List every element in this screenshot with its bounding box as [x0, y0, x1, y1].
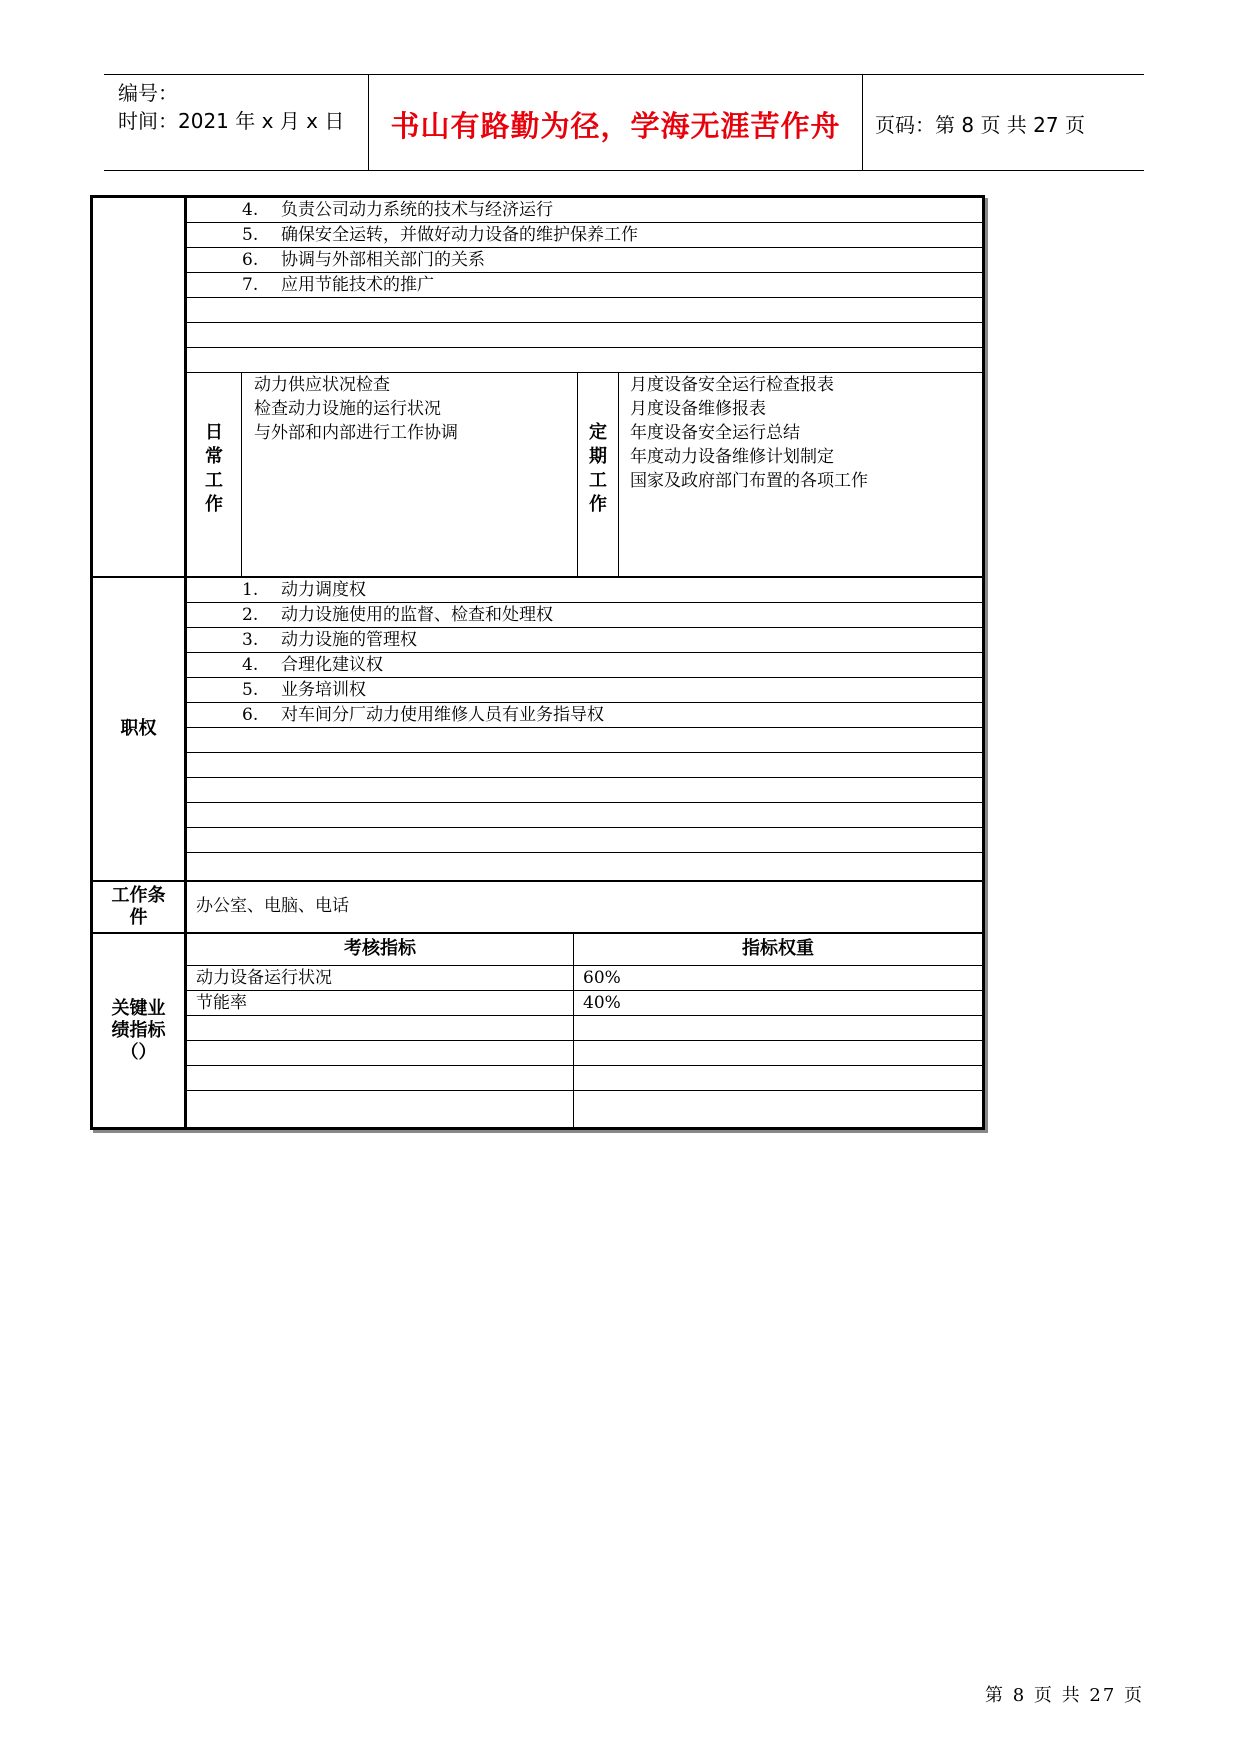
duty-number: 6. — [242, 250, 259, 270]
motto: 书山有路勤为径，学海无涯苦作舟 — [390, 109, 841, 143]
authority-number: 2. — [242, 605, 259, 625]
authority-row — [187, 653, 982, 678]
date-label: 时间：2021 年 x 月 x 日 — [118, 109, 345, 133]
duty-row — [187, 248, 982, 273]
authority-row — [187, 603, 982, 628]
page-header — [104, 74, 1144, 171]
authority-row — [187, 628, 982, 653]
empty-row — [187, 323, 982, 348]
kpi-label-text: 关键业绩指标（） — [111, 997, 166, 1063]
duty-text: 确保安全运转，并做好动力设备的维护保养工作 — [281, 225, 638, 245]
authority-text: 对车间分厂动力使用维修人员有业务指导权 — [281, 705, 604, 725]
authority-text: 业务培训权 — [281, 680, 366, 700]
duties-label-cell — [93, 198, 187, 576]
empty-row — [187, 298, 982, 323]
kpi-section — [93, 934, 982, 1127]
authority-number: 4. — [242, 655, 259, 675]
empty-row — [187, 348, 982, 373]
kpi-label — [93, 934, 187, 1127]
kpi-weight: 40% — [583, 993, 621, 1013]
empty-row — [187, 1066, 982, 1091]
duty-row — [187, 273, 982, 298]
header-left-cell — [104, 75, 369, 170]
periodic-work-label-text: 定期工作 — [589, 422, 607, 515]
page-footer: 第 8 页 共 27 页 — [985, 1685, 1144, 1706]
daily-item: 与外部和内部进行工作协调 — [254, 423, 458, 443]
authority-row — [187, 703, 982, 728]
duty-number: 4. — [242, 200, 259, 220]
header-right-cell — [863, 75, 1143, 170]
duty-text: 应用节能技术的推广 — [281, 275, 434, 295]
conditions-label — [93, 882, 187, 932]
conditions-label-text: 工作条件 — [111, 885, 166, 928]
authority-number: 6. — [242, 705, 259, 725]
duty-text: 负责公司动力系统的技术与经济运行 — [281, 200, 553, 220]
authority-text: 动力调度权 — [281, 580, 366, 600]
daily-work-label-text: 日常工作 — [205, 422, 223, 515]
authority-text: 动力设施使用的监督、检查和处理权 — [281, 605, 553, 625]
kpi-weight: 60% — [583, 968, 621, 988]
kpi-col-weight: 指标权重 — [742, 938, 814, 959]
periodic-item: 年度动力设备维修计划制定 — [630, 447, 834, 467]
duty-row — [187, 198, 982, 223]
empty-row — [187, 728, 982, 753]
kpi-indicator: 节能率 — [196, 993, 247, 1013]
periodic-item: 国家及政府部门布置的各项工作 — [630, 471, 868, 491]
empty-row — [187, 1091, 982, 1116]
divider — [241, 373, 242, 576]
kpi-col-indicator: 考核指标 — [344, 938, 416, 959]
daily-item: 检查动力设施的运行状况 — [254, 399, 441, 419]
kpi-indicator: 动力设备运行状况 — [196, 968, 332, 988]
duty-number: 7. — [242, 275, 259, 295]
authority-number: 5. — [242, 680, 259, 700]
authority-section — [93, 578, 982, 882]
authority-label: 职权 — [93, 578, 187, 880]
empty-row — [187, 828, 982, 853]
authority-number: 1. — [242, 580, 259, 600]
duty-text: 协调与外部相关部门的关系 — [281, 250, 485, 270]
duty-number: 5. — [242, 225, 259, 245]
authority-row — [187, 578, 982, 603]
kpi-header-row — [187, 934, 982, 966]
empty-row — [187, 753, 982, 778]
empty-row — [187, 1041, 982, 1066]
conditions-section — [93, 882, 982, 934]
daily-item: 动力供应状况检查 — [254, 375, 390, 395]
authority-row — [187, 678, 982, 703]
duty-row — [187, 223, 982, 248]
authority-number: 3. — [242, 630, 259, 650]
kpi-row — [187, 966, 982, 991]
header-motto-cell — [369, 75, 863, 170]
authority-text: 合理化建议权 — [281, 655, 383, 675]
conditions-value: 办公室、电脑、电话 — [196, 896, 349, 916]
authority-text: 动力设施的管理权 — [281, 630, 417, 650]
job-description-table — [90, 195, 985, 1130]
periodic-work-label — [588, 421, 608, 517]
empty-row — [187, 803, 982, 828]
periodic-item: 年度设备安全运行总结 — [630, 423, 800, 443]
page-code: 页码：第 8 页 共 27 页 — [875, 113, 1085, 137]
number-label: 编号： — [118, 81, 178, 105]
daily-work-label — [204, 421, 224, 517]
divider — [618, 373, 619, 576]
periodic-item: 月度设备安全运行检查报表 — [630, 375, 834, 395]
divider — [577, 373, 578, 576]
duties-section — [93, 198, 982, 578]
empty-row — [187, 1016, 982, 1041]
periodic-item: 月度设备维修报表 — [630, 399, 766, 419]
work-block — [187, 373, 982, 576]
empty-row — [187, 778, 982, 803]
kpi-row — [187, 991, 982, 1016]
